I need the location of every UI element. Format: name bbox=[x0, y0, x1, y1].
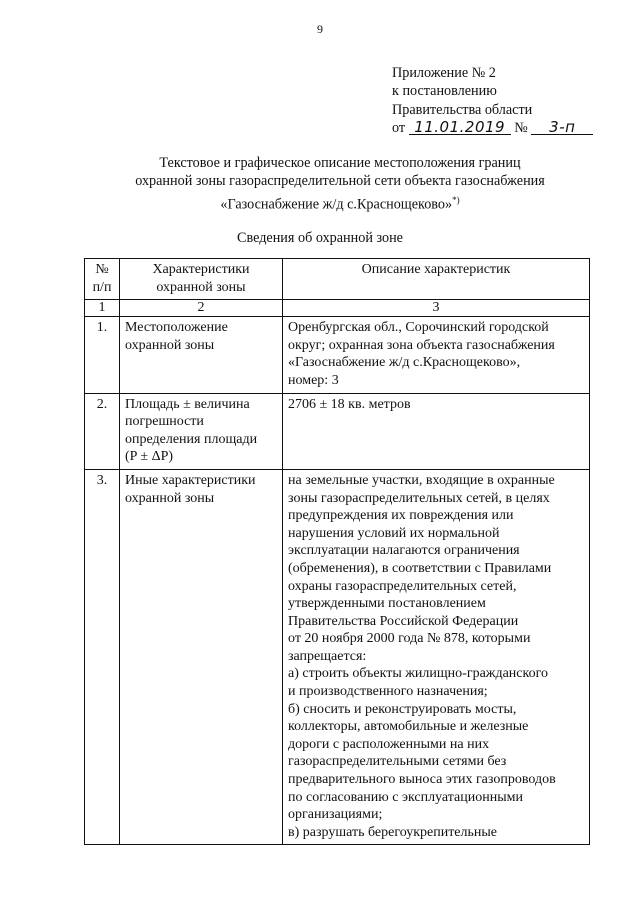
column-number: 3 bbox=[283, 300, 590, 317]
table-row bbox=[85, 317, 590, 393]
title-line-1: Текстовое и графическое описание местоположения границ bbox=[159, 155, 521, 171]
appendix-block bbox=[392, 64, 593, 137]
title-line-3-text: «Газоснабжение ж/д с.Краснощеково» bbox=[220, 196, 453, 213]
description-line: коллекторы, автомобильные и железные bbox=[288, 719, 529, 735]
description-line: а) строить объекты жилищно-гражданского bbox=[288, 666, 548, 682]
description-line: нарушения условий их нормальной bbox=[288, 525, 500, 541]
characteristic-line: охранной зоны bbox=[125, 337, 215, 353]
title-line-2: охранной зоны газораспределительной сети объекта газоснабжения bbox=[135, 173, 545, 190]
appendix-line-1: Приложение № 2 bbox=[392, 65, 496, 81]
section-title: Сведения об охранной зоне bbox=[237, 230, 403, 246]
column-number: 2 bbox=[120, 300, 283, 317]
page-number: 9 bbox=[317, 22, 323, 36]
description-line: б) сносить и реконструировать мосты, bbox=[288, 701, 517, 717]
description-line: (обременения), в соответствии с Правилами bbox=[288, 560, 552, 576]
description-line: Оренбургская обл., Сорочинский городской bbox=[288, 320, 549, 336]
table-row bbox=[85, 469, 590, 844]
description-line: охраны газораспределительных сетей, bbox=[288, 578, 517, 594]
description-line: округ; охранная зона объекта газоснабжения bbox=[288, 337, 555, 353]
from-label: от bbox=[392, 119, 406, 136]
zone-info-table bbox=[84, 258, 590, 845]
header-line: Характеристики bbox=[152, 262, 250, 277]
characteristic-line: определения площади bbox=[125, 431, 258, 447]
document-title bbox=[60, 154, 620, 214]
header-line: п/п bbox=[92, 279, 112, 295]
header-line: Описание характеристик bbox=[361, 262, 511, 277]
header-line: охранной зоны bbox=[156, 279, 246, 295]
row-number: 2. bbox=[85, 393, 120, 469]
header-cell-description bbox=[283, 259, 590, 300]
characteristic-line: охранной зоны bbox=[125, 490, 215, 506]
description-line: газораспределительными сетями без bbox=[288, 754, 507, 770]
description-line: на земельные участки, входящие в охранные bbox=[288, 472, 555, 488]
characteristic-line: Местоположение bbox=[125, 320, 228, 336]
description-line: эксплуатации налагаются ограничения bbox=[288, 543, 520, 559]
description-line: 2706 ± 18 кв. метров bbox=[288, 396, 411, 412]
column-number: 1 bbox=[85, 300, 120, 317]
description-line: запрещается: bbox=[288, 648, 367, 664]
appendix-line-2: к постановлению bbox=[392, 83, 497, 100]
characteristic-line: Иные характеристики bbox=[125, 472, 256, 488]
characteristic-line: погрешности bbox=[125, 414, 204, 430]
handwritten-number: 3-п bbox=[531, 120, 593, 135]
description-line: зоны газораспределительных сетей, в целях bbox=[288, 490, 550, 506]
row-description bbox=[283, 317, 590, 393]
appendix-date-line bbox=[392, 119, 593, 137]
description-line: номер: 3 bbox=[288, 372, 339, 388]
description-line: дороги с расположенными на них bbox=[288, 736, 490, 752]
row-number: 1. bbox=[85, 317, 120, 393]
row-description bbox=[283, 469, 590, 844]
number-label: № bbox=[514, 119, 528, 136]
row-characteristic bbox=[120, 393, 283, 469]
description-line: в) разрушать берегоукрепительные bbox=[288, 824, 498, 840]
header-line: № bbox=[95, 262, 109, 277]
footnote-mark: *) bbox=[452, 194, 460, 205]
table-row bbox=[85, 393, 590, 469]
row-number: 3. bbox=[85, 469, 120, 844]
characteristic-line: Площадь ± величина bbox=[125, 396, 250, 412]
table-header-row bbox=[85, 259, 590, 300]
description-line: организациями; bbox=[288, 807, 383, 823]
description-line: Правительства Российской Федерации bbox=[288, 613, 519, 629]
column-number-row bbox=[85, 300, 590, 317]
handwritten-date: 11.01.2019 bbox=[409, 120, 511, 135]
row-characteristic bbox=[120, 469, 283, 844]
description-line: предварительного выноса этих газопроводов bbox=[288, 772, 556, 788]
description-line: от 20 ноября 2000 года № 878, которыми bbox=[288, 631, 531, 647]
description-line: предупреждения их повреждения или bbox=[288, 508, 514, 524]
row-characteristic bbox=[120, 317, 283, 393]
appendix-line-3: Правительства области bbox=[392, 101, 533, 118]
characteristic-line: (P ± ΔP) bbox=[125, 449, 174, 465]
description-line: утвержденными постановлением bbox=[288, 596, 486, 612]
header-cell-characteristic bbox=[120, 259, 283, 300]
row-description bbox=[283, 393, 590, 469]
header-cell-number bbox=[85, 259, 120, 300]
description-line: и производственного назначения; bbox=[288, 684, 488, 700]
description-line: по согласованию с эксплуатационными bbox=[288, 789, 523, 805]
description-line: «Газоснабжение ж/д с.Краснощеково», bbox=[288, 355, 521, 371]
title-line-3 bbox=[60, 191, 620, 214]
table-body bbox=[85, 317, 590, 845]
